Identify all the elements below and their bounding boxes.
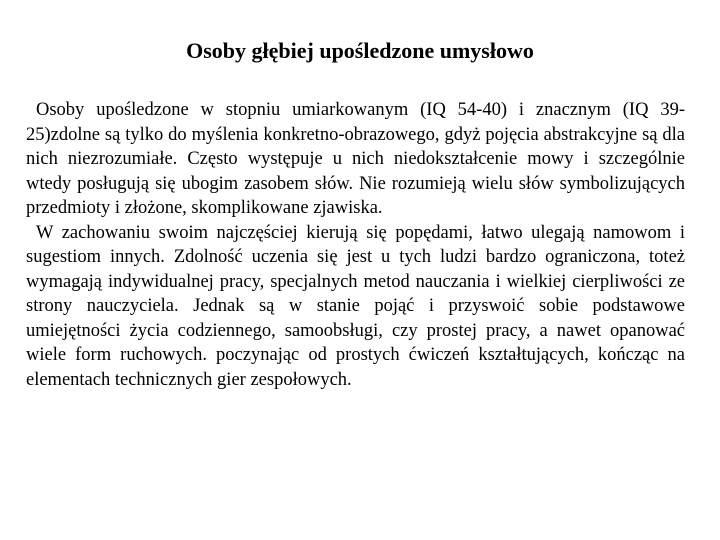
paragraph-1: Osoby upośledzone w stopniu umiarkowanym (IQ 54-40) i znacznym (IQ 39-25)zdolne są tylko do myślenia konkretno-obrazowego, gdyż pojęcia abstrakcyjne są dla nich niezrozumiałe. Często występuje u nich niedokształcenie mowy i szczególnie wtedy posługują się ubogim zasobem słów. Nie rozumieją wielu słów symbolizujących przedmioty i złożone, skomplikowane zjawiska.: [26, 100, 685, 218]
slide-title: Osoby głębiej upośledzone umysłowo: [186, 38, 534, 63]
slide-body: [26, 98, 685, 392]
paragraph-2: W zachowaniu swoim najczęściej kierują się popędami, łatwo ulegają namowom i sugestiom innych. Zdolność uczenia się jest u tych ludzi bardzo ograniczona, toteż wymagają indywidualnej pracy, specjalnych metod nauczania i wielkiej cierpliwości ze strony nauczyciela. Jednak są w stanie pojąć i przyswoić sobie podstawowe umiejętności życia codziennego, samoobsługi, czy prostej pracy, a nawet opanować wiele form ruchowych. poczynając od prostych ćwiczeń kształtujących, kończąc na elementach technicznych gier zespołowych.: [26, 222, 685, 390]
